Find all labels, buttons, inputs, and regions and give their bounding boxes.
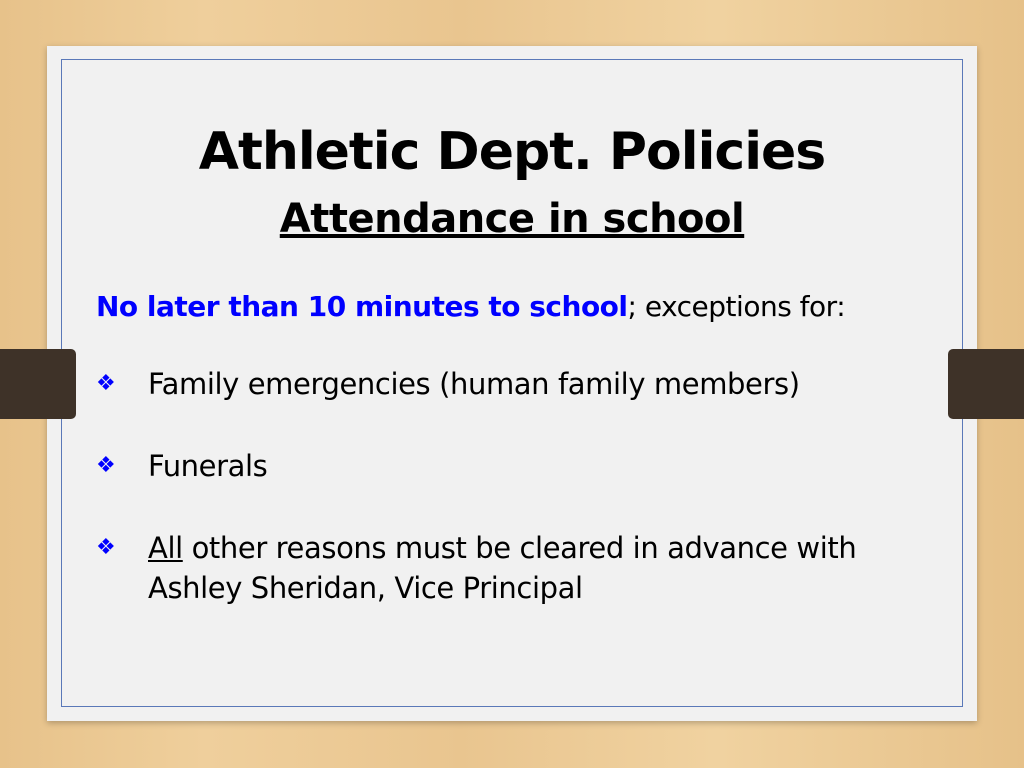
emphasis-all: All xyxy=(148,531,183,565)
bullet-text-line2: Ashley Sheridan, Vice Principal xyxy=(148,571,583,605)
slide-title: Athletic Dept. Policies xyxy=(198,122,826,182)
bullet-text xyxy=(148,528,856,608)
bullet-text-rest: other reasons must be cleared in advance with xyxy=(182,531,857,565)
left-clip xyxy=(0,349,76,419)
diamond-bullet-icon: ❖ xyxy=(96,535,116,560)
slide-subtitle: Attendance in school xyxy=(279,196,745,242)
bullet-text: Family emergencies (human family members) xyxy=(148,367,800,401)
list-item xyxy=(96,364,800,404)
lead-text xyxy=(96,290,845,323)
diamond-bullet-icon: ❖ xyxy=(96,371,116,396)
lead-rest: ; exceptions for: xyxy=(627,290,846,323)
list-item xyxy=(96,528,856,608)
list-item xyxy=(96,446,267,486)
bullet-text: Funerals xyxy=(148,449,268,483)
diamond-bullet-icon: ❖ xyxy=(96,453,116,478)
right-clip xyxy=(948,349,1024,419)
lead-emphasis: No later than 10 minutes to school xyxy=(96,290,628,323)
